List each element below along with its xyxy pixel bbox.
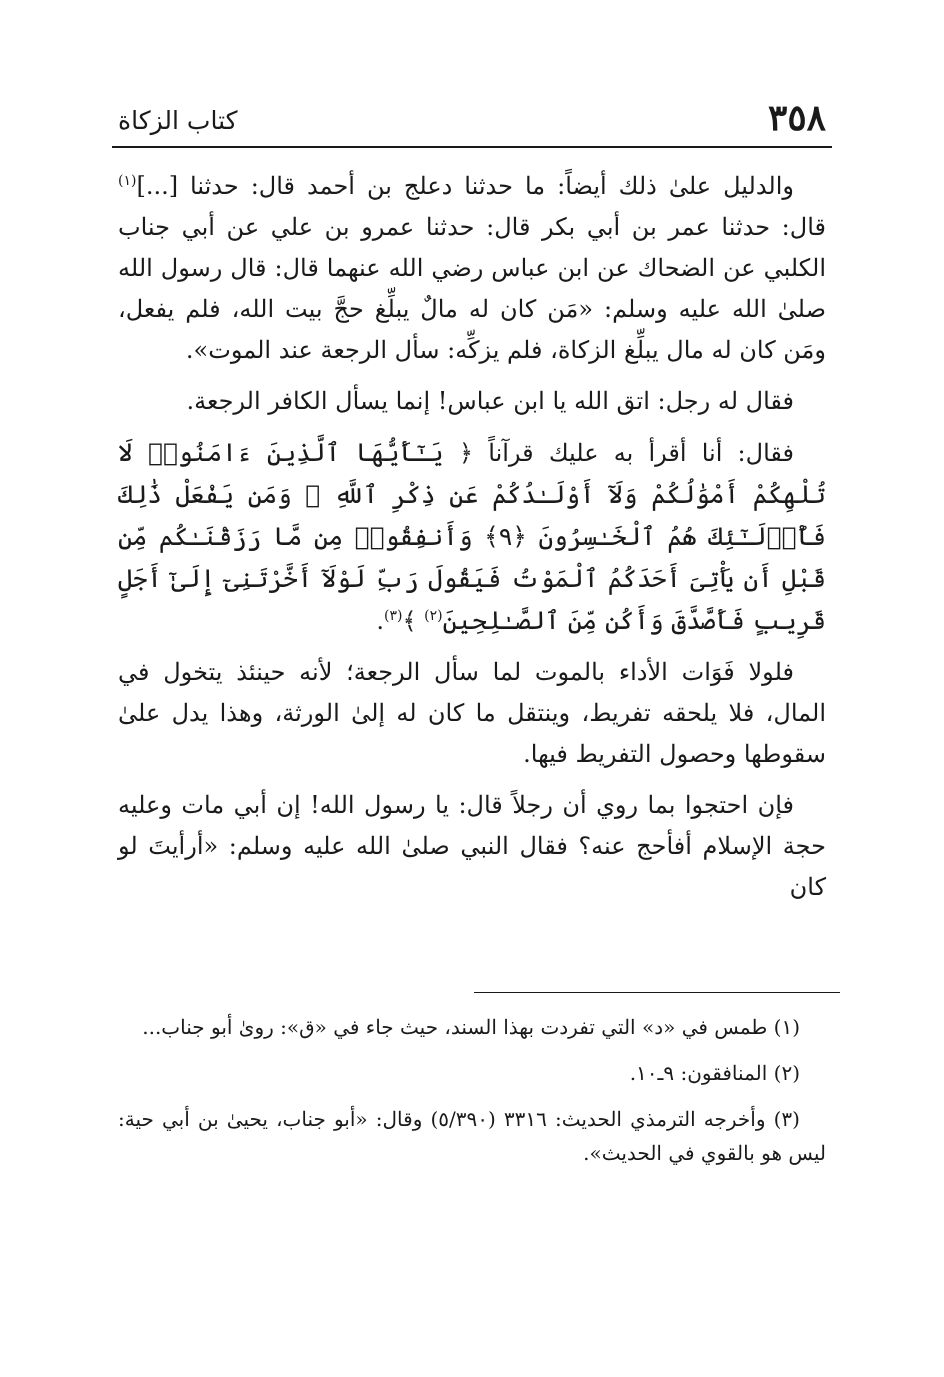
quran-open-bracket: ﴿ [459,439,474,467]
main-text [118,166,826,918]
paragraph-evidence-rest: قال: حدثنا عمر بن أبي بكر قال: حدثنا عمرو بن علي عن أبي جناب الكلبي عن الضحاك عن ابن عباس رضي الله عنهما قال: قال رسول الله صلىٰ الله عليه وسلم: «مَن كان له مالٌ يبلِّغ حجَّ بيت الله، فلم يفعل، ومَن كان له مال يبلِّغ الزكاة، فلم يزكِّه: سأل الرجعة عند الموت». [118,213,826,364]
footnote-ref-2: (٢) [424,608,443,624]
footnote-1: (١) طمس في «د» التي تفردت بهذا السند، حيث جاء في «ق»: روىٰ أبو جناب... [142,1015,800,1039]
paragraph-argument: فلولا فَوَات الأداء بالموت لما سأل الرجعة؛ لأنه حينئذ يتخول في المال، فلا يلحقه تفريط، وينتقل ما كان له إلىٰ الورثة، وهذا يدل علىٰ سقوطها وحصول التفريط فيها. [118,658,826,768]
footnote-separator [474,992,840,993]
citation-end: . [376,607,384,635]
paragraph-evidence [118,166,826,371]
paragraph-evidence-text: والدليل علىٰ ذلك أيضاً: ما حدثنا دعلج بن أحمد قال: حدثنا [...] [136,172,794,200]
footnotes-section [118,1010,826,1182]
quran-verse-text: يَـٰٓأَيُّهَا ٱلَّذِينَ ءَامَنُوا۟ لَا تُلْهِكُمْ أَمْوَٰلُكُمْ وَلَآ أَوْلَـٰدُكُمْ عَن ذِكْرِ ٱللَّهِ ۚ وَمَن يَفْعَلْ ذَٰلِكَ فَأُو۟لَـٰٓئِكَ هُمُ ٱلْخَـٰسِرُونَ ﴿٩﴾ وَأَنفِقُوا۟ مِن مَّا رَزَقْنَـٰكُم مِّن قَبْلِ أَن يَأْتِىَ أَحَدَكُمُ ٱلْمَوْتُ فَيَقُولَ رَبِّ لَوْلَآ أَخَّرْتَنِىٓ إِلَىٰٓ أَجَلٍ قَرِيبٍ فَأَصَّدَّقَ وَأَكُن مِّنَ ٱلصَّـٰلِحِينَ [118,438,826,635]
header-rule [112,146,832,148]
footnote-2: (٢) المنافقون: ٩ـ١٠. [629,1061,800,1085]
paragraph-objection: فإن احتجوا بما روي أن رجلاً قال: يا رسول الله! إن أبي مات وعليه حجة الإسلام أفأحج عنه؟ فقال النبي صلىٰ الله عليه وسلم: «أرأيتَ لو كان [118,791,826,901]
page-number: ٣٥٨ [767,97,826,139]
page-header [118,84,826,139]
paragraph-quran-citation [118,432,826,642]
quran-close-bracket: ﴾ [402,607,425,635]
footnote-ref-3: (٣) [384,608,403,624]
citation-intro: فقال: أنا أقرأ به عليك قرآناً [473,439,794,467]
footnote-3: (٣) وأخرجه الترمذي الحديث: ٣٣١٦ (٥/٣٩٠) وقال: «أبو جناب، يحيىٰ بن أبي حية: ليس هو بالقوي في الحديث». [118,1107,826,1165]
paragraph-man-reply: فقال له رجل: اتق الله يا ابن عباس! إنما يسأل الكافر الرجعة. [186,387,794,415]
footnote-ref-1: (١) [118,173,137,189]
running-title: كتاب الزكاة [118,106,238,135]
